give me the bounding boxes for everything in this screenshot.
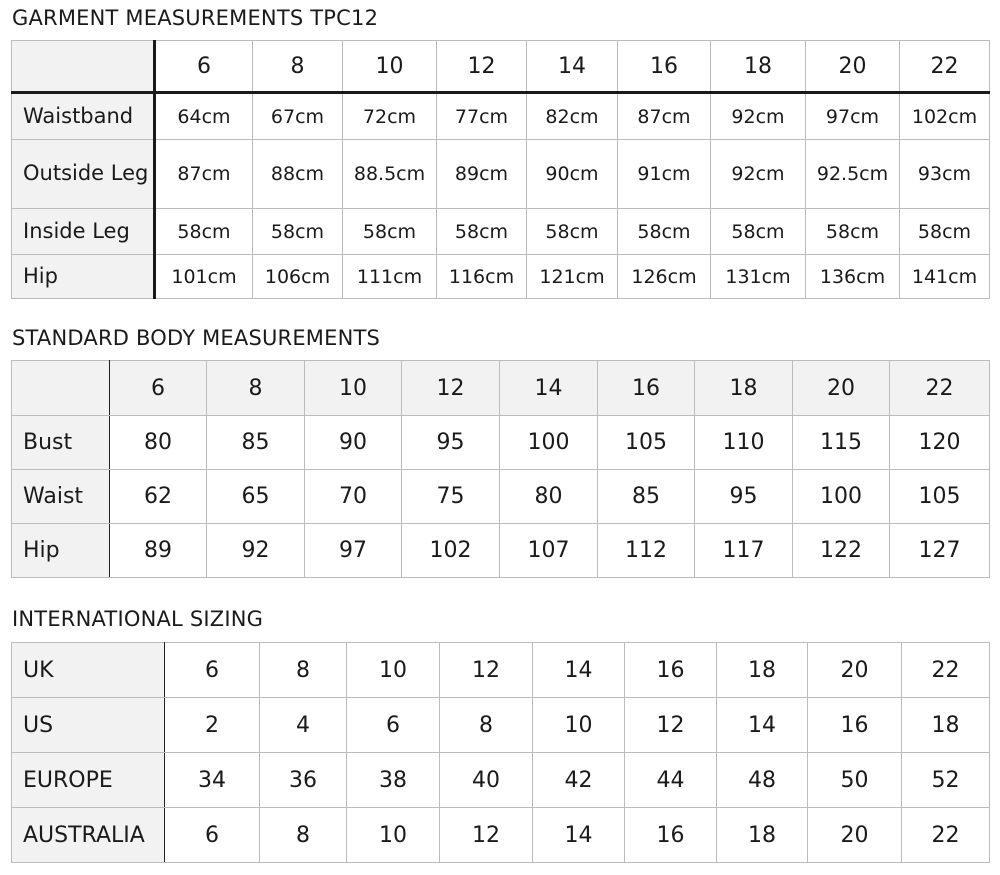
value-cell: 77cm [437, 93, 527, 140]
value-cell: 16 [625, 808, 717, 863]
value-cell: 12 [440, 643, 533, 698]
table-row-europe [12, 753, 990, 808]
value-cell: 18 [902, 698, 990, 753]
value-cell: 93cm [900, 140, 990, 209]
value-cell: 6 [347, 698, 440, 753]
value-cell: 58cm [618, 209, 711, 255]
value-cell: 117 [695, 524, 793, 578]
value-cell: 58cm [527, 209, 618, 255]
value-cell: 2 [165, 698, 260, 753]
value-cell: 67cm [253, 93, 343, 140]
row-label: Waistband [12, 93, 155, 140]
size-header-cell: 8 [253, 41, 343, 93]
value-cell: 105 [890, 470, 990, 524]
value-cell: 10 [347, 808, 440, 863]
garment-measurements-table [11, 40, 990, 299]
value-cell: 88.5cm [343, 140, 437, 209]
table-row-australia [12, 808, 990, 863]
value-cell: 100 [793, 470, 890, 524]
value-cell: 110 [695, 416, 793, 470]
size-header-row [12, 361, 990, 416]
size-header-cell: 12 [402, 361, 500, 416]
value-cell: 38 [347, 753, 440, 808]
value-cell: 111cm [343, 255, 437, 299]
value-cell: 65 [207, 470, 305, 524]
value-cell: 34 [165, 753, 260, 808]
value-cell: 92.5cm [806, 140, 900, 209]
row-label: EUROPE [12, 753, 165, 808]
value-cell: 102 [402, 524, 500, 578]
row-label: Waist [12, 470, 110, 524]
table-row-waist [12, 470, 990, 524]
row-label: Bust [12, 416, 110, 470]
table-row-hip [12, 255, 990, 299]
value-cell: 80 [110, 416, 207, 470]
value-cell: 58cm [711, 209, 806, 255]
value-cell: 16 [808, 698, 902, 753]
value-cell: 82cm [527, 93, 618, 140]
row-label: Hip [12, 255, 155, 299]
size-header-cell: 18 [695, 361, 793, 416]
value-cell: 87cm [155, 140, 253, 209]
value-cell: 22 [902, 808, 990, 863]
table-row-outside-leg [12, 140, 990, 209]
header-corner-cell [12, 361, 110, 416]
value-cell: 48 [717, 753, 808, 808]
header-corner-cell [12, 41, 155, 93]
value-cell: 20 [808, 808, 902, 863]
row-label: UK [12, 643, 165, 698]
value-cell: 62 [110, 470, 207, 524]
value-cell: 58cm [155, 209, 253, 255]
value-cell: 58cm [437, 209, 527, 255]
size-header-row [12, 41, 990, 93]
value-cell: 85 [207, 416, 305, 470]
body-measurements-table [11, 360, 990, 578]
value-cell: 89 [110, 524, 207, 578]
size-header-cell: 16 [598, 361, 695, 416]
value-cell: 122 [793, 524, 890, 578]
value-cell: 92cm [711, 140, 806, 209]
international-section-title: INTERNATIONAL SIZING [12, 607, 264, 631]
value-cell: 12 [440, 808, 533, 863]
table-row-hip [12, 524, 990, 578]
value-cell: 8 [260, 643, 347, 698]
value-cell: 141cm [900, 255, 990, 299]
value-cell: 127 [890, 524, 990, 578]
value-cell: 4 [260, 698, 347, 753]
size-header-cell: 10 [343, 41, 437, 93]
value-cell: 14 [533, 808, 625, 863]
value-cell: 102cm [900, 93, 990, 140]
value-cell: 91cm [618, 140, 711, 209]
value-cell: 72cm [343, 93, 437, 140]
value-cell: 120 [890, 416, 990, 470]
value-cell: 64cm [155, 93, 253, 140]
value-cell: 22 [902, 643, 990, 698]
value-cell: 14 [717, 698, 808, 753]
value-cell: 75 [402, 470, 500, 524]
size-header-cell: 20 [793, 361, 890, 416]
row-label: AUSTRALIA [12, 808, 165, 863]
size-header-cell: 10 [305, 361, 402, 416]
table-row-inside-leg [12, 209, 990, 255]
value-cell: 58cm [806, 209, 900, 255]
value-cell: 92 [207, 524, 305, 578]
value-cell: 50 [808, 753, 902, 808]
table-row-bust [12, 416, 990, 470]
value-cell: 58cm [900, 209, 990, 255]
value-cell: 92cm [711, 93, 806, 140]
value-cell: 89cm [437, 140, 527, 209]
size-header-cell: 14 [527, 41, 618, 93]
value-cell: 42 [533, 753, 625, 808]
value-cell: 101cm [155, 255, 253, 299]
value-cell: 44 [625, 753, 717, 808]
value-cell: 90 [305, 416, 402, 470]
size-header-cell: 20 [806, 41, 900, 93]
value-cell: 14 [533, 643, 625, 698]
size-header-cell: 12 [437, 41, 527, 93]
value-cell: 6 [165, 808, 260, 863]
size-header-cell: 22 [890, 361, 990, 416]
value-cell: 95 [695, 470, 793, 524]
value-cell: 40 [440, 753, 533, 808]
value-cell: 136cm [806, 255, 900, 299]
value-cell: 10 [347, 643, 440, 698]
table-row-waistband [12, 93, 990, 140]
value-cell: 18 [717, 643, 808, 698]
value-cell: 16 [625, 643, 717, 698]
value-cell: 18 [717, 808, 808, 863]
table-row-uk [12, 643, 990, 698]
value-cell: 80 [500, 470, 598, 524]
row-label: Outside Leg [12, 140, 155, 209]
size-header-cell: 22 [900, 41, 990, 93]
value-cell: 112 [598, 524, 695, 578]
value-cell: 70 [305, 470, 402, 524]
value-cell: 115 [793, 416, 890, 470]
value-cell: 58cm [253, 209, 343, 255]
value-cell: 97cm [806, 93, 900, 140]
value-cell: 8 [260, 808, 347, 863]
row-label: US [12, 698, 165, 753]
value-cell: 6 [165, 643, 260, 698]
value-cell: 90cm [527, 140, 618, 209]
value-cell: 88cm [253, 140, 343, 209]
garment-section-title: GARMENT MEASUREMENTS TPC12 [12, 6, 379, 30]
size-header-cell: 6 [110, 361, 207, 416]
value-cell: 8 [440, 698, 533, 753]
value-cell: 116cm [437, 255, 527, 299]
international-sizing-table [11, 642, 990, 863]
body-section-title: STANDARD BODY MEASUREMENTS [12, 326, 381, 350]
value-cell: 97 [305, 524, 402, 578]
value-cell: 107 [500, 524, 598, 578]
table-row-us [12, 698, 990, 753]
value-cell: 121cm [527, 255, 618, 299]
value-cell: 131cm [711, 255, 806, 299]
value-cell: 12 [625, 698, 717, 753]
value-cell: 20 [808, 643, 902, 698]
value-cell: 105 [598, 416, 695, 470]
value-cell: 100 [500, 416, 598, 470]
value-cell: 36 [260, 753, 347, 808]
value-cell: 52 [902, 753, 990, 808]
value-cell: 95 [402, 416, 500, 470]
size-header-cell: 18 [711, 41, 806, 93]
value-cell: 10 [533, 698, 625, 753]
row-label: Hip [12, 524, 110, 578]
value-cell: 126cm [618, 255, 711, 299]
value-cell: 58cm [343, 209, 437, 255]
value-cell: 87cm [618, 93, 711, 140]
size-header-cell: 16 [618, 41, 711, 93]
size-header-cell: 8 [207, 361, 305, 416]
value-cell: 106cm [253, 255, 343, 299]
size-header-cell: 6 [155, 41, 253, 93]
value-cell: 85 [598, 470, 695, 524]
row-label: Inside Leg [12, 209, 155, 255]
size-header-cell: 14 [500, 361, 598, 416]
